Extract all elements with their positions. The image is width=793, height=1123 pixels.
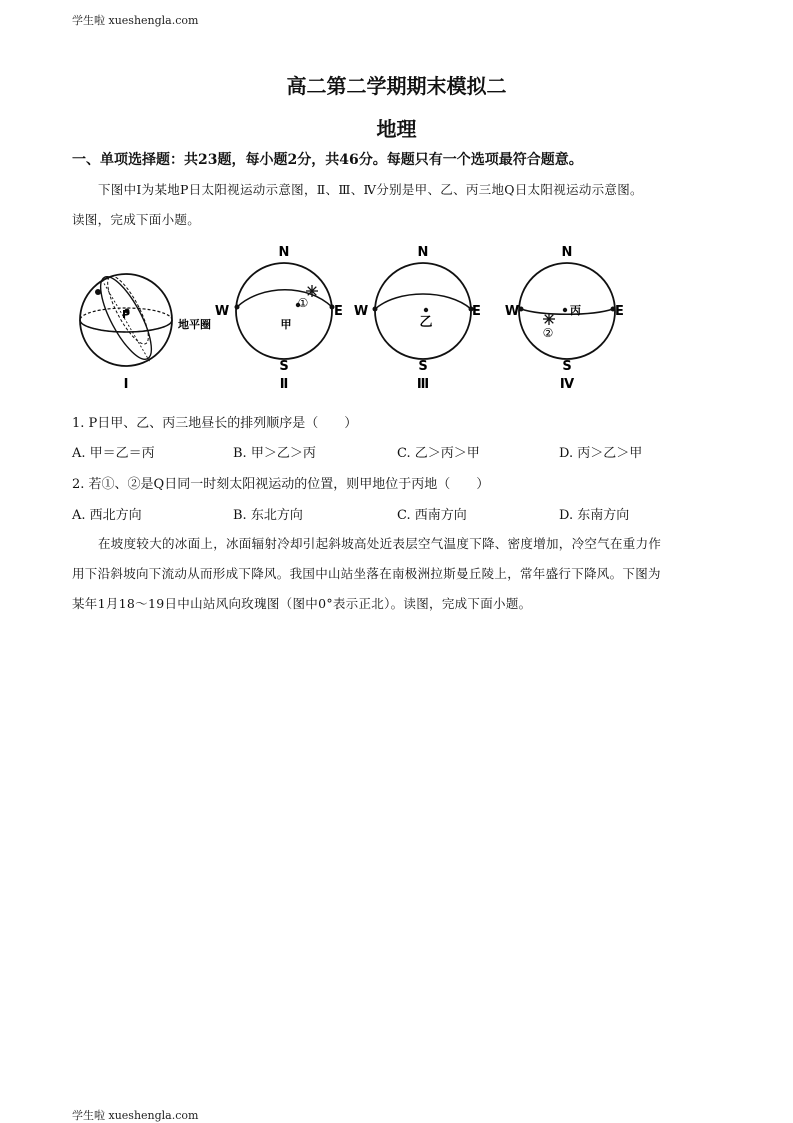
fig3-south: S <box>418 359 428 374</box>
subject-title: 地理 <box>376 117 417 141</box>
fig2-east: E <box>334 304 343 319</box>
fig3-east: E <box>472 304 481 319</box>
fig3-north: N <box>417 246 429 260</box>
q2-option-d: D. 东南方向 <box>559 508 630 523</box>
fig4-west: W <box>504 304 520 319</box>
q1-option-d: D. 丙＞乙＞甲 <box>559 446 643 461</box>
q1-option-b: B. 甲＞乙＞丙 <box>233 446 316 461</box>
question-1: 1. P日甲、乙、丙三地昼长的排列顺序是（ ） <box>72 416 358 431</box>
fig2-south: S <box>279 359 289 374</box>
figure-4-bing <box>505 246 624 392</box>
fig3-west: W <box>353 304 369 319</box>
fig2-marker: ① <box>297 296 309 310</box>
fig4-north: N <box>561 246 573 260</box>
fig4-roman: Ⅳ <box>559 377 575 392</box>
fig3-roman: Ⅲ <box>416 377 430 392</box>
fig4-marker: ② <box>542 326 554 340</box>
figure-1-celestial-sphere <box>80 270 211 392</box>
exam-title: 高二第二学期期末模拟二 <box>286 74 507 98</box>
horizon-label: 地平圈 <box>178 318 211 331</box>
q2-option-c: C. 西南方向 <box>397 508 467 523</box>
fig3-place: 乙 <box>419 315 433 330</box>
fig1-marker: P <box>122 308 131 321</box>
page-header: 学生啦 xueshengla.com <box>72 14 199 27</box>
fig4-east: E <box>615 304 624 319</box>
q2-option-a: A. 西北方向 <box>72 508 142 523</box>
fig2-west: W <box>214 304 230 319</box>
q1-option-a: A. 甲＝乙＝丙 <box>72 446 155 461</box>
passage2-line-2: 用下沿斜坡向下流动从而形成下降风。我国中山站坐落在南极洲拉斯曼丘陵上，常年盛行下降风。下图为 <box>72 566 661 581</box>
fig4-south: S <box>562 359 572 374</box>
fig4-place: 丙 <box>570 304 581 317</box>
fig2-north: N <box>278 246 290 260</box>
intro-line-1: 下图中Ⅰ为某地P日太阳视运动示意图，Ⅱ、Ⅲ、Ⅳ分别是甲、乙、丙三地Q日太阳视运动示意图。 <box>98 182 643 197</box>
section-heading: 一、单项选择题：共23题，每小题2分，共46分。每题只有一个选项最符合题意。 <box>72 152 583 168</box>
passage2-line-1: 在坡度较大的冰面上，冰面辐射冷却引起斜坡高处近表层空气温度下降、密度增加，冷空气在重力作 <box>98 536 662 551</box>
q2-option-b: B. 东北方向 <box>233 508 303 523</box>
q1-option-c: C. 乙＞丙＞甲 <box>397 446 480 461</box>
sun-path-figure <box>72 246 672 394</box>
intro-line-2: 读图，完成下面小题。 <box>72 212 201 227</box>
intro-paragraph <box>72 175 720 235</box>
fig2-place: 甲 <box>280 318 292 331</box>
figure-2-jia <box>215 246 343 392</box>
fig1-label: Ⅰ <box>123 377 129 392</box>
page-footer: 学生啦 xueshengla.com <box>72 1109 199 1122</box>
question-2: 2. 若①、②是Q日同一时刻太阳视运动的位置，则甲地位于丙地（ ） <box>72 477 490 492</box>
figure-3-yi <box>354 246 481 392</box>
passage-2 <box>72 529 720 619</box>
fig2-roman: Ⅱ <box>279 377 289 392</box>
passage2-line-3: 某年1月18～19日中山站风向玫瑰图（图中0°表示正北）。读图，完成下面小题。 <box>72 596 532 611</box>
